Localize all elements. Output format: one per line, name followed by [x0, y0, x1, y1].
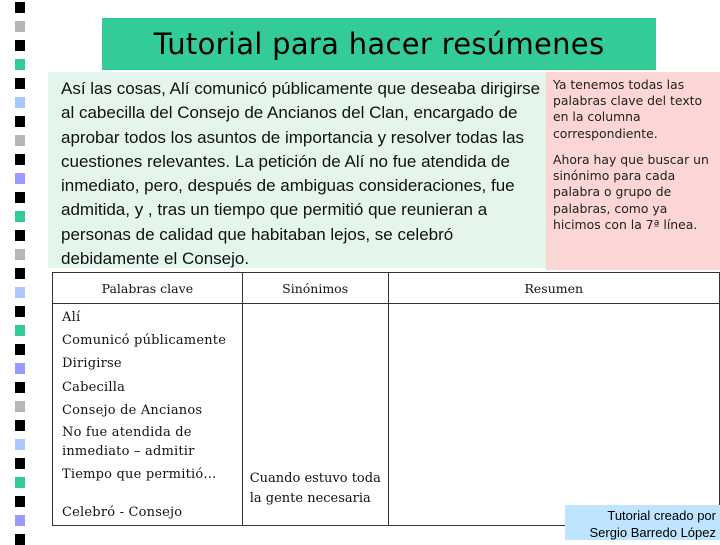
decorative-square — [15, 401, 25, 412]
decorative-square — [15, 135, 25, 146]
title-banner — [102, 18, 656, 70]
source-passage — [48, 72, 546, 268]
decorative-square — [15, 173, 25, 184]
decorative-square — [15, 515, 25, 526]
decorative-square — [15, 344, 25, 355]
keywords-cell — [53, 304, 243, 526]
decorative-square — [15, 116, 25, 127]
page-title: Tutorial para hacer resúmenes — [153, 27, 605, 61]
instruction-note — [546, 72, 720, 270]
decorative-square — [15, 382, 25, 393]
header-synonyms: Sinónimos — [242, 273, 388, 304]
decorative-square-strip — [0, 0, 30, 540]
header-keywords: Palabras clave — [53, 273, 243, 304]
keyword-item: Comunicó públicamente — [62, 333, 227, 349]
summary-cell — [388, 304, 719, 526]
decorative-square — [15, 268, 25, 279]
synonyms-cell — [242, 304, 388, 526]
keyword-item: Consejo de Ancianos — [62, 402, 203, 418]
synonym-text: Cuando estuvo toda la gente necesaria — [249, 471, 381, 506]
decorative-square — [15, 40, 25, 51]
decorative-square — [15, 439, 25, 450]
decorative-square — [15, 325, 25, 336]
decorative-square — [15, 363, 25, 374]
decorative-square — [15, 230, 25, 241]
keyword-item: Cabecilla — [62, 379, 126, 395]
decorative-square — [15, 192, 25, 203]
credit-line-2: Sergio Barredo López — [589, 524, 716, 540]
author-credit — [565, 505, 720, 540]
keyword-item: No fue atendida de inmediato – admitir — [62, 425, 195, 459]
decorative-square — [15, 287, 25, 298]
table-header-row — [53, 273, 720, 304]
table-row — [53, 304, 720, 526]
decorative-square — [15, 496, 25, 507]
keyword-item: Celebró - Consejo — [62, 505, 183, 521]
decorative-square — [15, 458, 25, 469]
keyword-item: Dirigirse — [62, 356, 122, 372]
decorative-square — [15, 211, 25, 222]
decorative-square — [15, 249, 25, 260]
header-summary: Resumen — [388, 273, 719, 304]
decorative-square — [15, 21, 25, 32]
passage-text: Así las cosas, Alí comunicó públicamente que deseaba dirigirse al cabecilla del Consejo de Ancianos del Clan, encargado de aprobar todos los asuntos de importancia y resolver todas las cuestiones relevantes. La petición de Alí no fue atendida de inmediato, pero, después de ambiguas consideraciones, fue admitida, y , tras un tiempo que permitió que reunieran a personas de calidad que habitaban lejos, se celebró debidamente el Consejo. — [61, 79, 541, 269]
decorative-square — [15, 477, 25, 488]
decorative-square — [15, 154, 25, 165]
credit-line-1: Tutorial creado por — [607, 508, 716, 523]
decorative-square — [15, 2, 25, 13]
summary-table — [52, 272, 720, 526]
keyword-list — [62, 306, 240, 524]
decorative-square — [15, 78, 25, 89]
keyword-item: Alí — [62, 310, 81, 325]
decorative-square — [15, 97, 25, 108]
note-text-1: Ya tenemos todas las palabras clave del texto en la columna correspondiente. — [553, 77, 703, 141]
decorative-square — [15, 420, 25, 431]
note-text-2: Ahora hay que buscar un sinónimo para cada palabra o grupo de palabras, como ya hicimos con la 7ª línea. — [553, 152, 709, 232]
decorative-square — [15, 306, 25, 317]
decorative-square — [15, 59, 25, 70]
keyword-item: Tiempo que permitió… — [62, 467, 217, 483]
